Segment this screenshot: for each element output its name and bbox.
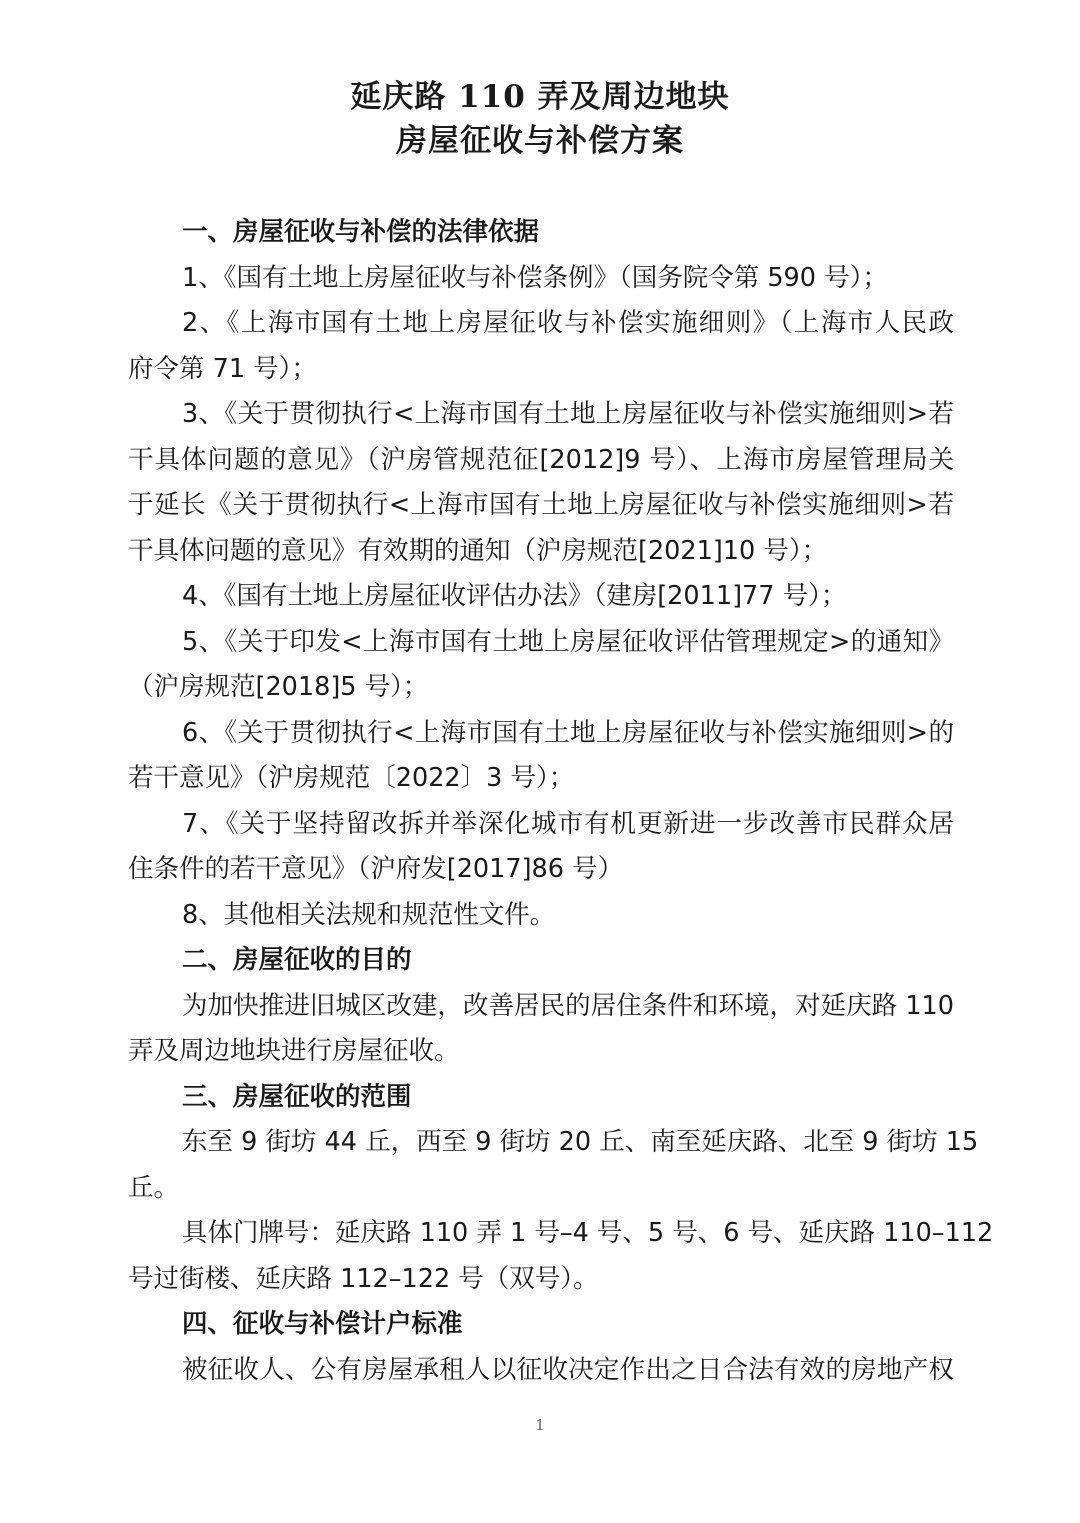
paragraph-line: 于延长《关于贯彻执行<上海市国有土地上房屋征收与补偿实施细则>若 bbox=[128, 490, 954, 520]
paragraph-line: 府令第 71 号）； bbox=[128, 353, 317, 384]
paragraph-line: 干具体问题的意见》有效期的通知（沪房规范[2021]10 号）； bbox=[128, 535, 828, 566]
paragraph-line: 6、《关于贯彻执行<上海市国有土地上房屋征收与补偿实施细则>的 bbox=[182, 717, 954, 748]
paragraph-line: 弄及周边地块进行房屋征收。 bbox=[128, 1036, 460, 1066]
paragraph-line: 东至 9 街坊 44 丘，西至 9 街坊 20 丘、南至延庆路、北至 9 街坊 15 bbox=[182, 1127, 979, 1157]
paragraph-line: 号过街楼、延庆路 112–122 号（双号）。 bbox=[128, 1263, 599, 1294]
paragraph-line: 8、其他相关法规和规范性文件。 bbox=[182, 899, 556, 930]
paragraph-line: 干具体问题的意见》（沪房管规范征[2012]9 号）、上海市房屋管理局关 bbox=[128, 444, 954, 475]
document-title-line1: 延庆路 110 弄及周边地块 bbox=[350, 79, 730, 115]
paragraph-line: 5、《关于印发<上海市国有土地上房屋征收评估管理规定>的通知》 bbox=[182, 626, 954, 657]
paragraph-line: 4、《国有土地上房屋征收评估办法》（建房[2011]77 号）； bbox=[182, 581, 847, 611]
paragraph-line: 2、《上海市国有土地上房屋征收与补偿实施细则》（上海市人民政 bbox=[182, 308, 954, 338]
paragraph-line: 3、《关于贯彻执行<上海市国有土地上房屋征收与补偿实施细则>若 bbox=[182, 399, 954, 429]
section-heading-scope: 三、房屋征收的范围 bbox=[182, 1081, 412, 1112]
paragraph-line: 7、《关于坚持留改拆并举深化城市有机更新进一步改善市民群众居 bbox=[182, 808, 954, 839]
paragraph-line: 1、《国有土地上房屋征收与补偿条例》（国务院令第 590 号）； bbox=[182, 262, 888, 293]
section-heading-legal-basis: 一、房屋征收与补偿的法律依据 bbox=[182, 217, 540, 247]
section-heading-purpose: 二、房屋征收的目的 bbox=[182, 945, 412, 975]
section-heading-household-standard: 四、征收与补偿计户标准 bbox=[182, 1309, 463, 1339]
paragraph-line: 若干意见》（沪房规范〔2022〕3 号）； bbox=[128, 763, 575, 793]
page-number: 1 bbox=[535, 1416, 545, 1434]
paragraph-line: 住条件的若干意见》（沪府发[2017]86 号） bbox=[128, 854, 624, 884]
paragraph-line: 被征收人、公有房屋承租人以征收决定作出之日合法有效的房地产权 bbox=[182, 1354, 954, 1385]
paragraph-line: 为加快推进旧城区改建，改善居民的居住条件和环境，对延庆路 110 bbox=[182, 990, 954, 1021]
document-body bbox=[128, 210, 994, 1393]
paragraph-line: （沪房规范[2018]5 号）； bbox=[128, 672, 429, 702]
document-title-line2: 房屋征收与补偿方案 bbox=[396, 123, 684, 159]
paragraph-line: 丘。 bbox=[128, 1172, 180, 1203]
paragraph-line: 具体门牌号：延庆路 110 弄 1 号–4 号、5 号、6 号、延庆路 110–112 bbox=[182, 1218, 994, 1248]
